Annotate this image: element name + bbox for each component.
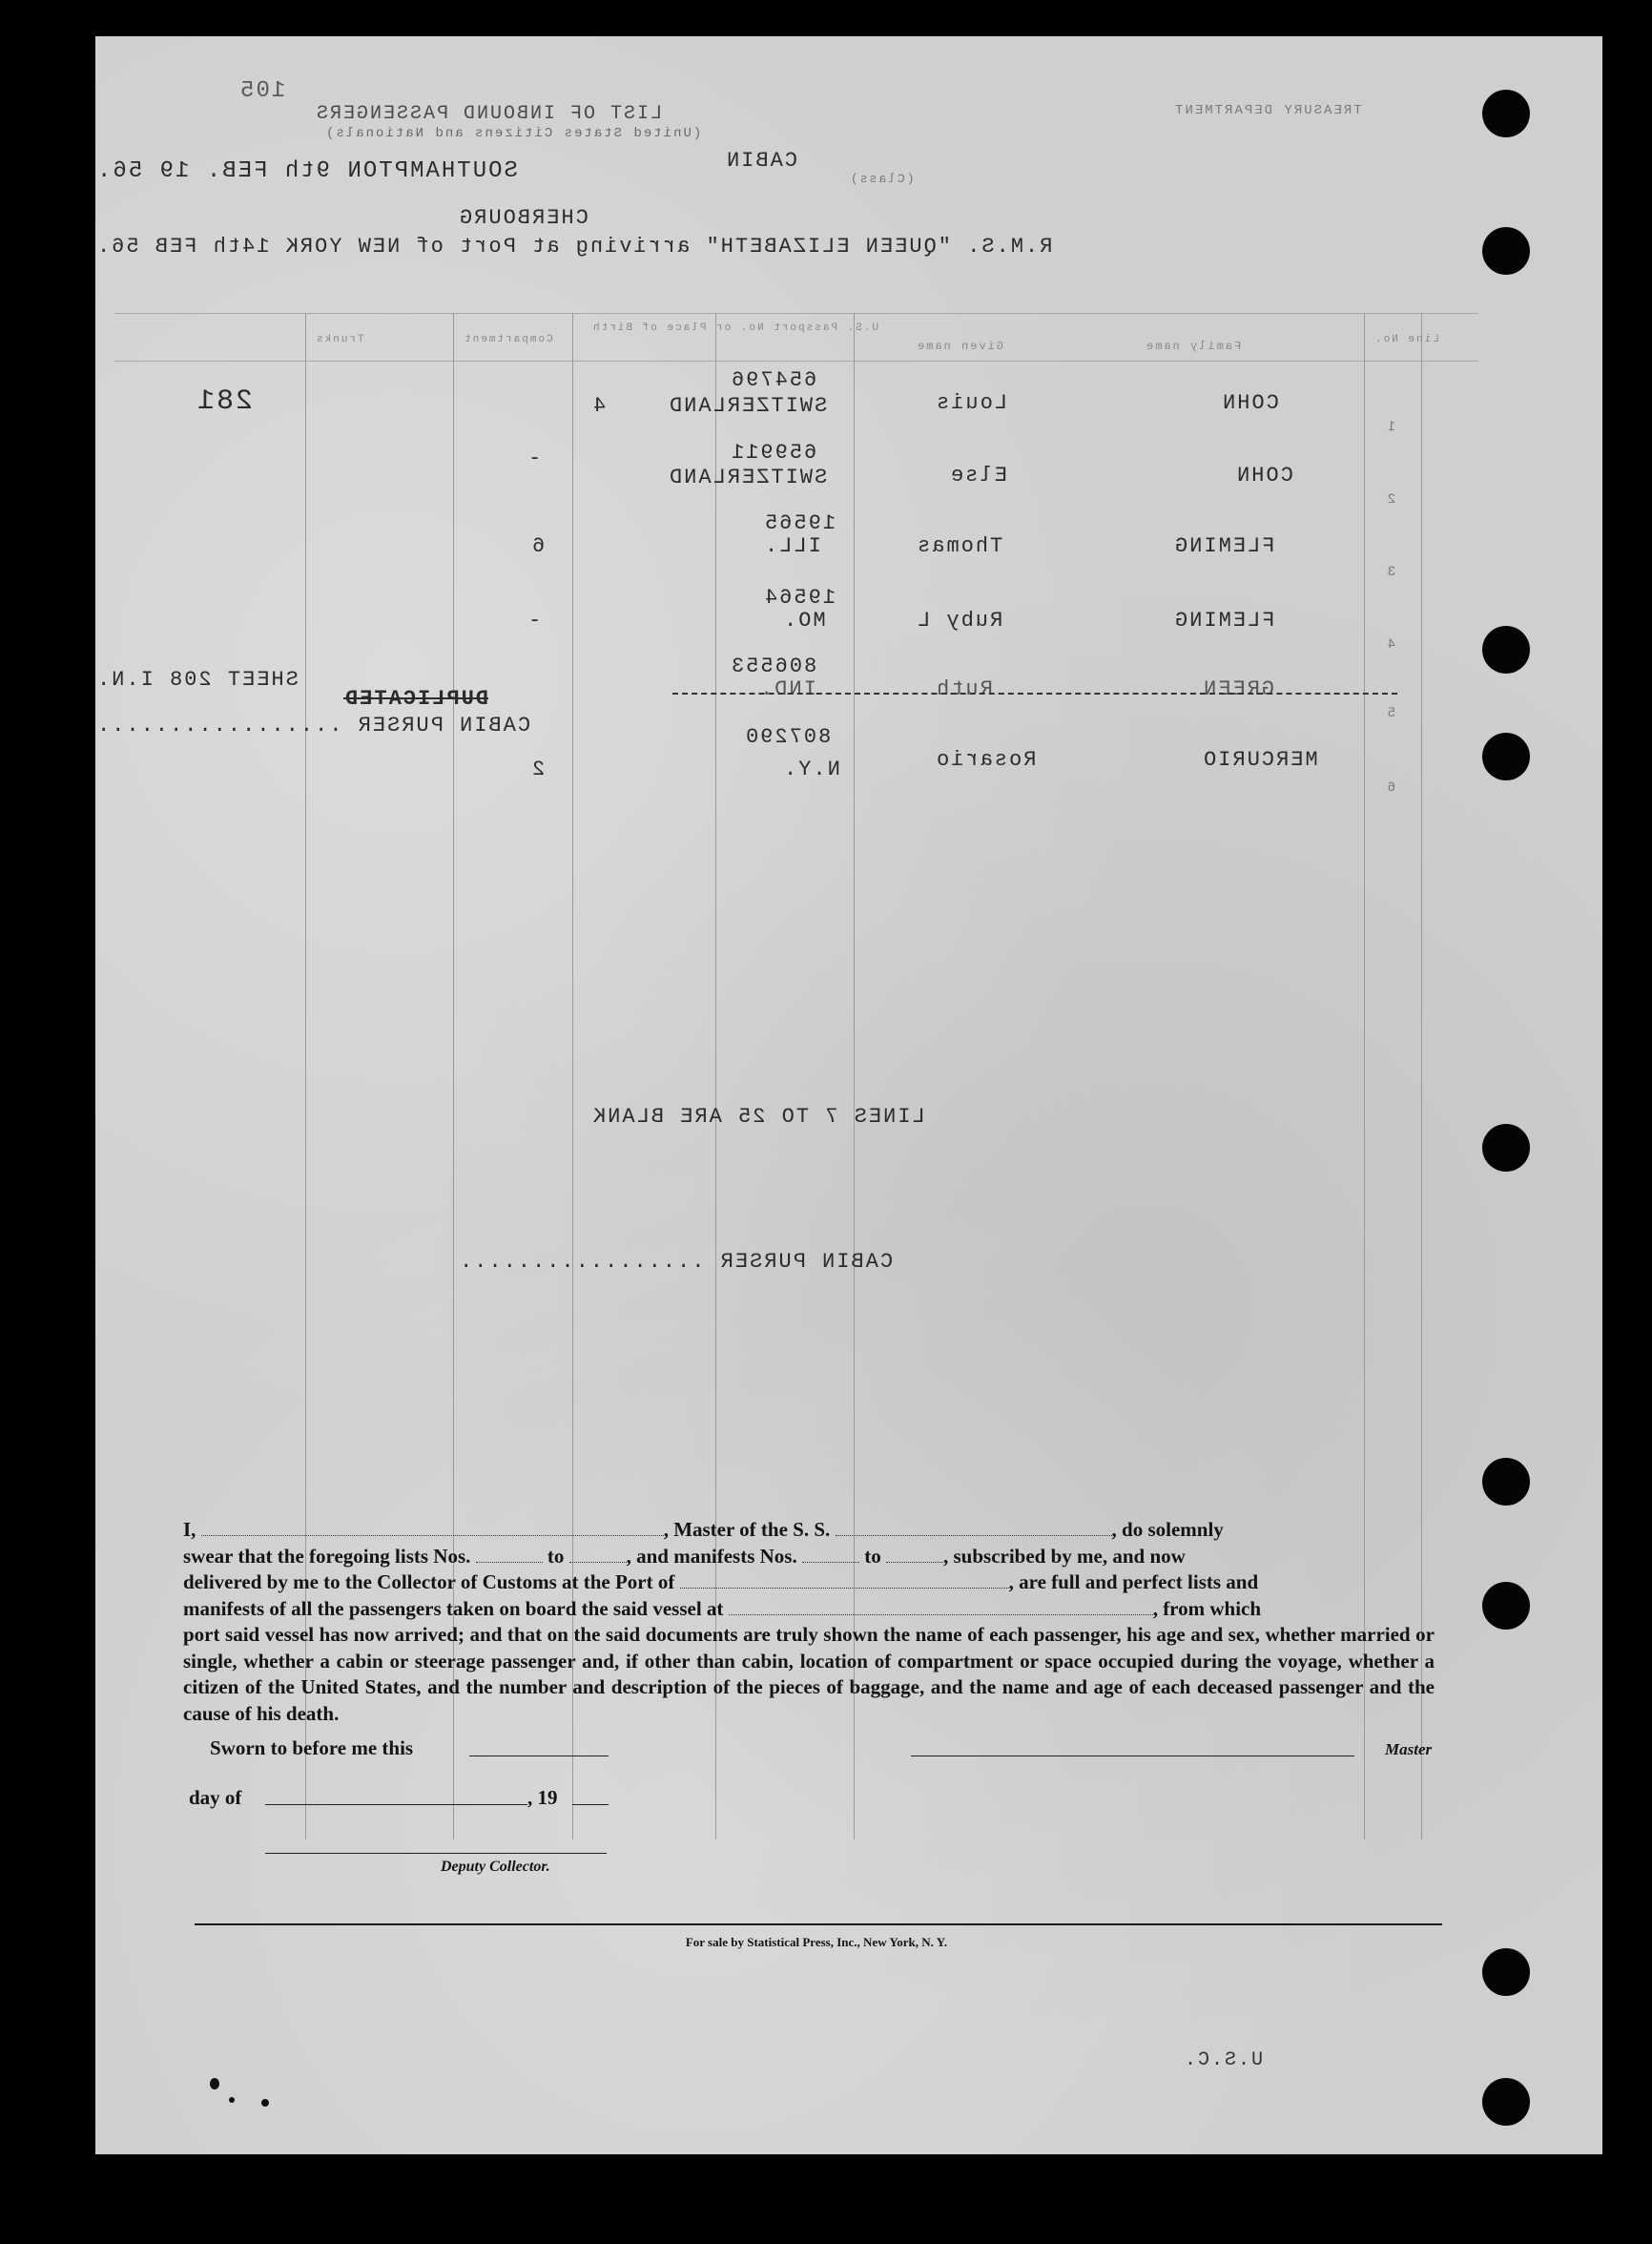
col-header-line-no: Line No.	[1373, 334, 1439, 345]
day-of-label: day of	[189, 1786, 242, 1809]
line-number-2: 2	[1388, 490, 1395, 506]
punch-hole-6	[1482, 1458, 1530, 1506]
form-number: U.S.C.	[1183, 2049, 1264, 2071]
oath-paragraph	[183, 1517, 1435, 1727]
oath-line-3	[183, 1569, 1435, 1596]
footer-publisher: For sale by Statistical Press, Inc., New York, N. Y.	[685, 1935, 948, 1949]
row-5-family: GREEN	[1202, 677, 1275, 701]
table-header-rule	[114, 361, 1478, 362]
row-6-family: MERCURIO	[1202, 748, 1318, 772]
oath-master-of: , Master of the S. S.	[663, 1518, 831, 1541]
row-6-passport: 807290	[744, 725, 832, 749]
class-value: CABIN	[725, 149, 798, 173]
punch-hole-5	[1482, 1124, 1530, 1172]
line-number-3: 3	[1388, 563, 1395, 578]
day-of-line[interactable]	[265, 1804, 527, 1805]
row-6-place: N.Y.	[782, 758, 840, 781]
master-name-field[interactable]	[201, 1520, 664, 1536]
cabin-purser-signature-2: CABIN PURSER .................	[458, 1250, 894, 1274]
ink-speck	[261, 2099, 269, 2107]
year-line[interactable]	[572, 1804, 609, 1805]
row-1-family: COHN	[1221, 391, 1279, 415]
col-header-family: Family name	[1145, 340, 1242, 353]
oath-line-1	[183, 1517, 1435, 1544]
line-number-4: 4	[1388, 635, 1395, 651]
oath-vessel-at: manifests of all the passengers taken on board the said vessel at	[183, 1596, 724, 1620]
row-2-family: COHN	[1235, 464, 1293, 488]
oath-line-4	[183, 1596, 1435, 1623]
row-2-passport: 659911	[730, 441, 817, 465]
row-5-note: SHEET 208 I.N.	[95, 668, 299, 692]
ship-name-field[interactable]	[836, 1520, 1112, 1536]
master-label: Master	[1385, 1740, 1433, 1758]
row-3-code: 6	[530, 534, 546, 558]
oath-manifests-nos: , and manifests Nos.	[626, 1544, 797, 1568]
oath-to-1: to	[547, 1544, 565, 1568]
manifest-from-field[interactable]	[802, 1547, 859, 1563]
row-3-family: FLEMING	[1173, 534, 1275, 558]
manifest-to-field[interactable]	[886, 1547, 943, 1563]
punch-hole-2	[1482, 227, 1530, 275]
oath-i: I,	[183, 1518, 196, 1541]
row-1-passport: 654796	[730, 368, 817, 392]
row-5-place: IND.	[758, 677, 816, 701]
punch-hole-1	[1482, 90, 1530, 137]
departure-line: SOUTHAMPTON 9th FEB. 19 56.	[95, 158, 518, 184]
port-from: CHERBOURG	[458, 206, 589, 230]
row-4-given: Ruby L	[916, 609, 1003, 633]
list-to-field[interactable]	[569, 1547, 627, 1563]
oath-subscribed: , subscribed by me, and now	[942, 1544, 1186, 1568]
punch-hole-9	[1482, 2078, 1530, 2126]
col-header-compartment: Compartment	[463, 334, 553, 345]
row-1-place: SWITZERLAND	[668, 394, 828, 418]
row-2-given: Else	[949, 464, 1007, 488]
vessel-at-field[interactable]	[729, 1599, 1153, 1615]
line-number-5: 5	[1388, 704, 1395, 719]
list-subtitle: (United States Citizens and Nationals)	[324, 126, 702, 141]
cabin-purser-signature-1: CABIN PURSER .................	[95, 714, 531, 738]
year-label: , 19	[527, 1786, 558, 1809]
row-4-place: MO.	[782, 609, 826, 633]
punch-hole-4	[1482, 733, 1530, 780]
oath-lists-nos: swear that the foregoing lists Nos.	[183, 1544, 471, 1568]
ink-speck	[229, 2097, 235, 2103]
row-6-given: Rosario	[935, 748, 1037, 772]
row-3-passport: 19565	[763, 511, 836, 535]
row-5-strikethrough	[672, 693, 1397, 696]
table-top-rule	[114, 313, 1478, 314]
class-label: (Class)	[849, 172, 915, 186]
row-2-code: -	[527, 447, 542, 470]
row-4-code: -	[527, 609, 542, 633]
row-3-given: Thomas	[916, 534, 1003, 558]
row-3-place: ILL.	[763, 534, 821, 558]
col-header-passport: U.S. Passport No. or Place of Birth	[591, 322, 879, 334]
col-header-given: Given name	[916, 340, 1004, 353]
punch-hole-8	[1482, 1948, 1530, 1996]
sworn-label: Sworn to before me this	[210, 1736, 414, 1759]
row-1-bags: 281	[196, 385, 254, 418]
manifest-page	[95, 36, 1602, 2154]
oath-rest: port said vessel has now arrived; and that on the said documents are truly shown the name of each passenger, his age and sex, whether married or single, whether a cabin or steerage passenger and, if other than cabin, location of compartment or space occupied during the voyage, whether a citizen of the United States, and the number and description of the pieces of baggage, and the name and age of each deceased passenger and the cause of his death.	[183, 1623, 1435, 1725]
row-5-given: Ruth	[935, 677, 993, 701]
oath-collector: delivered by me to the Collector of Customs at the Port of	[183, 1570, 675, 1593]
row-2-place: SWITZERLAND	[668, 466, 828, 489]
line-number-6: 6	[1388, 779, 1395, 794]
row-1-given: Louis	[935, 391, 1008, 415]
page-number: 105	[238, 78, 286, 104]
line-number-1: 1	[1388, 418, 1395, 433]
oath-from-which: , from which	[1152, 1596, 1262, 1620]
row-5-passport: 806553	[730, 654, 817, 678]
treasury-note: TREASURY DEPARTMENT	[1173, 103, 1362, 118]
blank-lines-note: LINES 7 TO 25 ARE BLANK	[591, 1105, 925, 1129]
punch-hole-3	[1482, 626, 1530, 674]
row-6-code: 2	[530, 758, 546, 781]
punch-hole-7	[1482, 1582, 1530, 1630]
list-from-field[interactable]	[476, 1547, 543, 1563]
footer-rule	[195, 1923, 1442, 1925]
oath-line-2	[183, 1544, 1435, 1570]
deputy-signature-line[interactable]	[265, 1853, 607, 1854]
port-field[interactable]	[680, 1572, 1009, 1589]
duplicated-stamp: DUPLICATED	[343, 687, 489, 711]
col-header-trunks: Trunks	[315, 334, 364, 345]
oath-full-perfect: , are full and perfect lists and	[1008, 1570, 1259, 1593]
oath-to-2: to	[864, 1544, 881, 1568]
vessel-line: R.M.S. "QUEEN ELIZABETH" arriving at Port of NEW YORK 14th FEB 56.	[95, 235, 1053, 259]
row-1-code: 4	[591, 394, 607, 418]
ink-speck	[210, 2078, 219, 2089]
list-title: LIST OF INBOUND PASSENGERS	[315, 103, 663, 125]
row-4-family: FLEMING	[1173, 609, 1275, 633]
row-4-passport: 19564	[763, 586, 836, 610]
deputy-collector-label: Deputy Collector.	[441, 1859, 550, 1875]
oath-do-solemnly: , do solemnly	[1111, 1518, 1224, 1541]
